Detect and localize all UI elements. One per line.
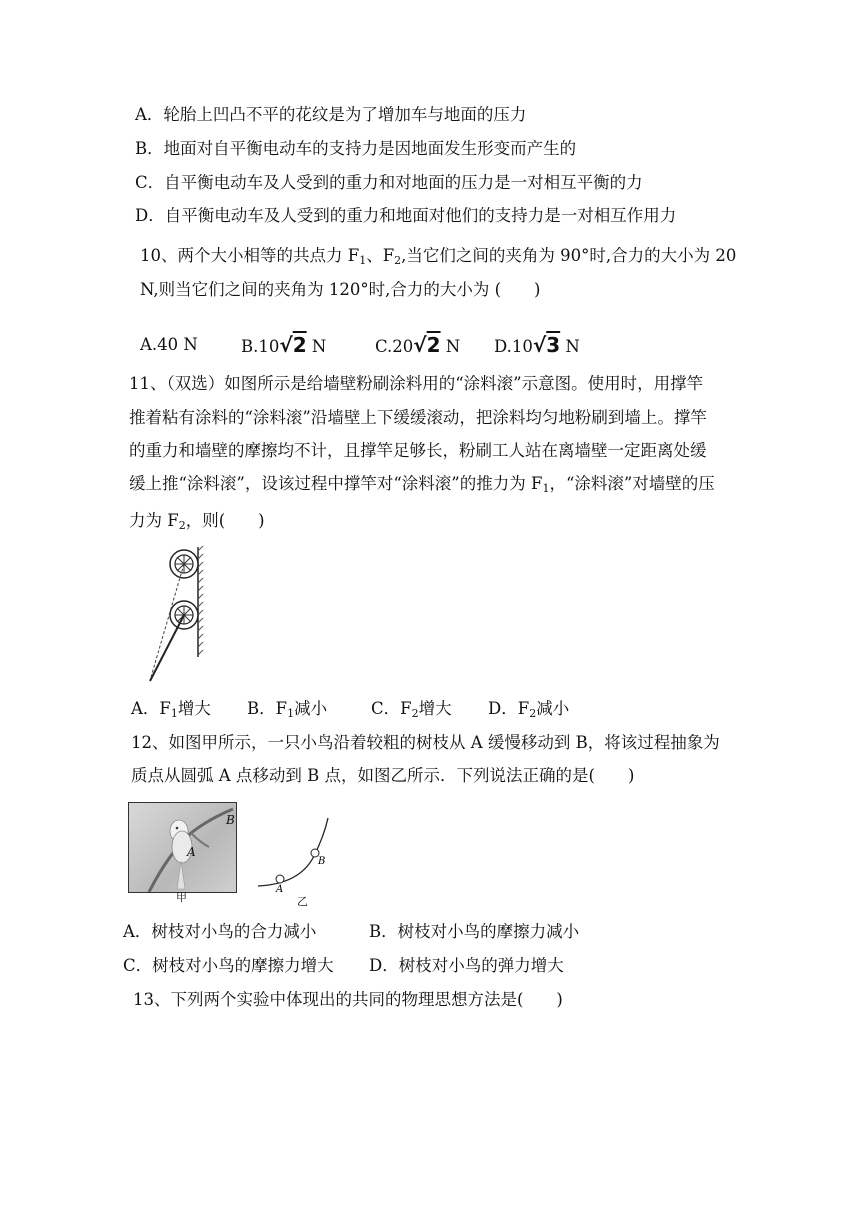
- q10-line2: N,则当它们之间的夹角为 120°时,合力的大小为 ( ): [140, 280, 541, 299]
- q11-option-text: A．F: [131, 699, 171, 718]
- q10-sub: 1: [359, 254, 367, 267]
- q11-text: 力为 F: [129, 511, 179, 530]
- figure-label-jia: 甲: [176, 891, 187, 904]
- q11-option-text: 增大: [177, 699, 211, 718]
- q11-line3: 的重力和墙壁的摩擦均不计，且撑竿足够长，粉刷工人站在离墙壁一定距离处缓: [129, 441, 707, 460]
- photo-label-b: B: [226, 813, 235, 827]
- q11-sub: 2: [411, 707, 419, 720]
- q13-line1: 13、下列两个实验中体现出的共同的物理思想方法是( ): [133, 990, 563, 1009]
- q12-line1: 12、如图甲所示，一只小鸟沿着较粗的树枝从 A 缓慢移动到 B，将该过程抽象为: [131, 733, 720, 752]
- q11-option-text: D．F: [488, 699, 530, 718]
- q11-line5: [129, 509, 265, 538]
- q11-sub: 1: [287, 707, 295, 720]
- q12-line2: 质点从圆弧 A 点移动到 B 点，如图乙所示．下列说法正确的是( ): [131, 766, 635, 785]
- q10-option-text: D.10: [494, 337, 533, 356]
- q10-text: 、F: [366, 246, 395, 265]
- paint-roller-figure: [130, 545, 210, 685]
- q11-option-b: [247, 697, 327, 726]
- q11-text: 缓上推“涂料滚”，设该过程中撑竿对“涂料滚”的推力为 F: [129, 474, 543, 493]
- q11-option-text: 减小: [294, 699, 328, 718]
- q10-option-text: C.20: [375, 337, 414, 356]
- figure-label-yi: 乙: [297, 895, 308, 908]
- bird-drawing: [129, 803, 236, 892]
- q11-line4: [129, 472, 715, 501]
- q10-option-a: A.40 N: [140, 335, 198, 354]
- q11-sub: 1: [542, 482, 550, 495]
- q10-line1: [140, 244, 736, 273]
- q10-option-text: B.10: [241, 337, 280, 356]
- q9-option-a: A．轮胎上凹凸不平的花纹是为了增加车与地面的压力: [135, 105, 527, 124]
- q12-option-d: D．树枝对小鸟的弹力增大: [369, 956, 564, 975]
- radicand: 2: [426, 333, 441, 357]
- q11-option-text: 增大: [418, 699, 452, 718]
- q10-option-b: [241, 333, 326, 359]
- q10-option-c: [375, 333, 460, 359]
- q11-option-text: B．F: [247, 699, 288, 718]
- radicand: 2: [292, 333, 307, 357]
- q11-line2: 推着粘有涂料的“涂料滚”沿墙壁上下缓缓滚动，把涂料均匀地粉刷到墙上。撑竿: [129, 408, 707, 427]
- unit: N: [445, 337, 461, 356]
- q10-text: 10、两个大小相等的共点力 F: [140, 246, 360, 265]
- q9-option-d: D．自平衡电动车及人受到的重力和地面对他们的支持力是一对相互作用力: [135, 206, 677, 225]
- q11-sub: 2: [178, 519, 186, 532]
- sqrt-symbol: √2: [413, 333, 441, 357]
- q11-text: ，则( ): [185, 511, 265, 530]
- q11-sub: 1: [170, 707, 178, 720]
- q10-sub: 2: [394, 254, 402, 267]
- arc-diagram: [252, 816, 336, 896]
- q11-text: ，“涂料滚”对墙壁的压: [549, 474, 715, 493]
- unit: N: [311, 337, 327, 356]
- q9-option-c: C．自平衡电动车及人受到的重力和对地面的压力是一对相互平衡的力: [135, 173, 643, 192]
- q11-option-d: [488, 697, 569, 726]
- q12-option-b: B．树枝对小鸟的摩擦力减小: [369, 922, 580, 941]
- q11-line1: 11、（双选）如图所示是给墙壁粉刷涂料用的“涂料滚”示意图。使用时，用撑竿: [129, 374, 704, 393]
- q11-option-c: [371, 697, 452, 726]
- q10-option-d: [494, 333, 580, 359]
- sqrt-symbol: √3: [532, 333, 561, 357]
- q11-option-text: 减小: [536, 699, 570, 718]
- q9-option-b: B．地面对自平衡电动车的支持力是因地面发生形变而产生的: [135, 139, 577, 158]
- arc-label-a: A: [276, 884, 284, 895]
- q12-option-a: A．树枝对小鸟的合力减小: [123, 922, 317, 941]
- q11-option-a: [131, 697, 211, 726]
- q11-option-text: C．F: [371, 699, 412, 718]
- bird-photo: [128, 802, 237, 893]
- q10-text: ,当它们之间的夹角为 90°时,合力的大小为 20: [401, 246, 737, 265]
- unit: N: [565, 337, 580, 356]
- photo-label-a: A: [187, 845, 196, 859]
- q11-sub: 2: [529, 707, 537, 720]
- arc-label-b: B: [318, 856, 326, 867]
- radicand: 3: [546, 333, 561, 357]
- sqrt-symbol: √2: [279, 333, 307, 357]
- q12-option-c: C．树枝对小鸟的摩擦力增大: [123, 956, 334, 975]
